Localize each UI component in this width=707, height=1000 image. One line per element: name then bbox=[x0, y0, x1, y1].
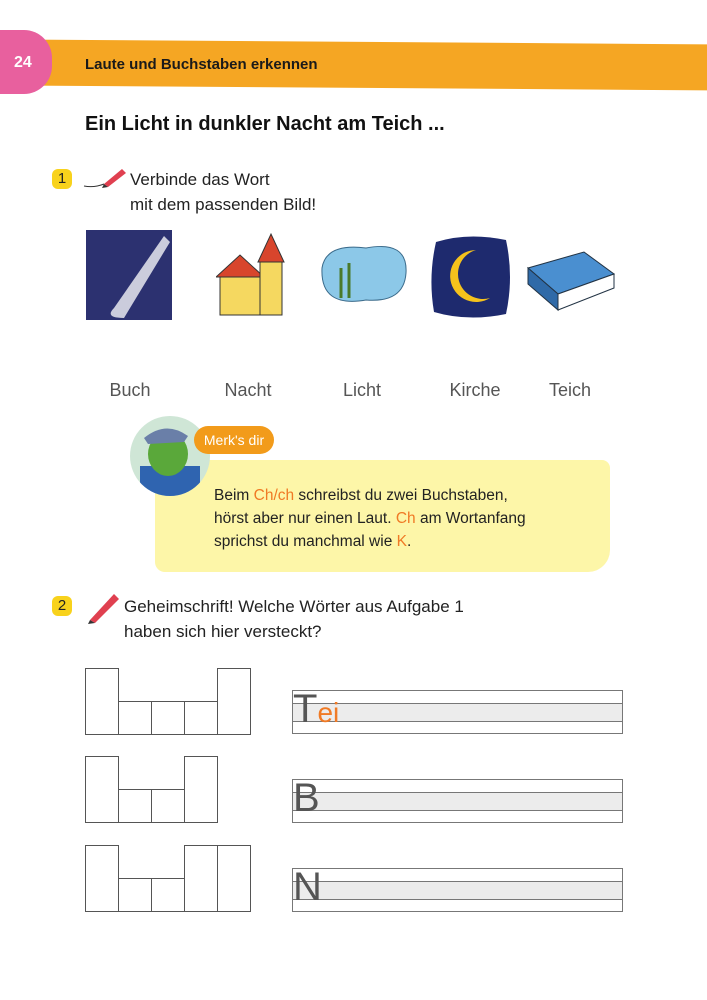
task-1-line2: mit dem passenden Bild! bbox=[130, 195, 317, 214]
task-2-badge: 2 bbox=[52, 596, 72, 616]
task-1-line1: Verbinde das Wort bbox=[130, 170, 270, 189]
page-number: 24 bbox=[14, 54, 32, 71]
writing-line-2[interactable] bbox=[292, 776, 623, 823]
word-nacht: Nacht bbox=[224, 380, 272, 400]
merk-label: Merk's dir bbox=[194, 426, 274, 454]
starter-letter: B bbox=[293, 776, 320, 820]
pond-image bbox=[316, 238, 410, 310]
writing-line-1[interactable] bbox=[292, 687, 623, 734]
word-teich: Teich bbox=[548, 380, 592, 400]
starter-letter: T bbox=[293, 687, 318, 731]
task-2-line2: haben sich hier versteckt? bbox=[124, 622, 322, 641]
task-1-badge: 1 bbox=[52, 169, 72, 189]
hint-letters: ei bbox=[317, 697, 340, 728]
pencil-icon bbox=[82, 164, 128, 190]
church-image bbox=[216, 230, 286, 318]
mascot-avatar bbox=[130, 416, 210, 496]
chapter-title: Laute und Buchstaben erkennen bbox=[85, 56, 318, 73]
task-2-line1: Geheimschrift! Welche Wörter aus Aufgabe 1 bbox=[124, 597, 464, 616]
word-kirche: Kirche bbox=[449, 380, 501, 400]
starter-letter: N bbox=[293, 865, 322, 909]
book-image bbox=[524, 248, 616, 314]
pencil-icon bbox=[86, 590, 122, 624]
flashlight-beam-image bbox=[84, 228, 174, 322]
word-licht: Licht bbox=[342, 380, 382, 400]
word-buch: Buch bbox=[109, 380, 151, 400]
writing-line-3[interactable] bbox=[292, 865, 623, 912]
merk-text: Beim Ch/ch schreibst du zwei Buchstaben, hörst aber nur einen Laut. Ch am Wortanfang sprichst du manchmal wie K. bbox=[214, 487, 526, 550]
page-title: Ein Licht in dunkler Nacht am Teich ... bbox=[85, 113, 445, 135]
moon-night-image bbox=[428, 232, 512, 320]
